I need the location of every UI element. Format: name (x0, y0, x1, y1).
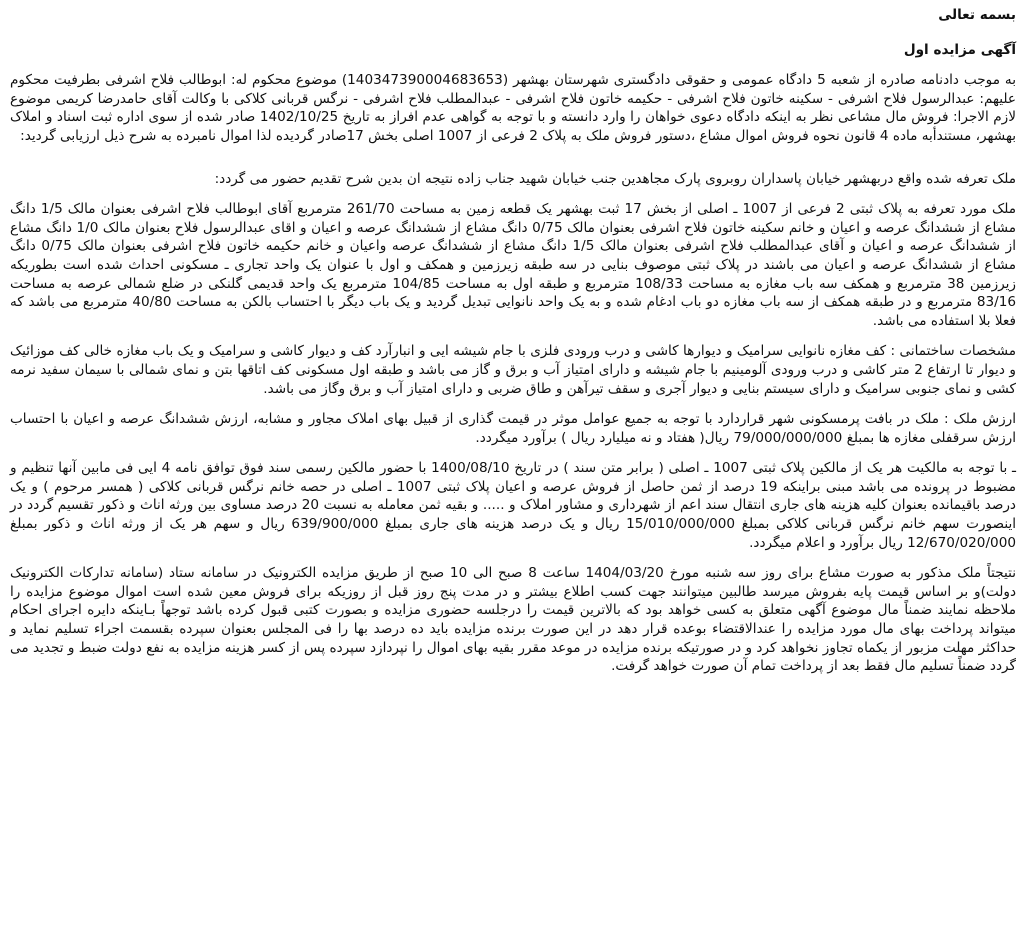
notice-title: آگهی مزایده اول (903, 41, 1016, 58)
building-specs-paragraph: مشخصات ساختمانی : کف مغازه نانوایی سرامیک و دیوارها کاشی و درب ورودی فلزی با جام شیشه ایی و انبارآرد کف و دیوار کاشی و سرامیک و یک باب مغازه خالی کف موزائیک و دیوار تا ارتفاع 2 متر کاشی و درب ورودی آلومینیم با جام شیشه و دارای امتیاز آب و برق و گاز می باشد و طبقه اول مسکونی کف اتاقها بتن و نمای شمالی با سیمان سفید نرمه کشی و نمای جنوبی سرامیک و دارای سیستم بنایی و دیوار آجری و سقف تیرآهن و طاق ضربی و دارای امتیاز آب و برق وگاز می باشد. (10, 343, 1016, 397)
property-valuation-paragraph: ارزش ملک : ملک در بافت پرمسکونی شهر قراردارد با توجه به جمیع عوامل موثر در قیمت گذاری از قبیل بهای املاک مجاور و مشابه، ارزش ششدانگ عرصه و اعیان با احتساب ارزش سرقفلی مغازه ها بمبلغ 79/000/000/000 ریال( هفتاد و نه میلیارد ریال ) برآورد میگردد. (10, 411, 1016, 446)
ownership-share-paragraph: ـ با توجه به مالکیت هر یک از مالکین پلاک ثبتی 1007 ـ اصلی ( برابر متن سند ) در تاریخ 1400/08/10 با حضور مالکین رسمی سند فوق توافق نامه 4 ایی فی مابین آنها تنظیم و مضبوط در پرونده می باشد مبنی براینکه 19 درصد از ثمن حاصل از فروش عرصه و اعیان پلاک ثبتی 1007 ـ اصلی در حصه خانم نرگس قربانی کلاکی ( همسر مرحوم ) و یک درصد باقیمانده بعنوان کلیه هزینه های جاری انتقال سند اعم از شهرداری و مشاور املاک و ..... و بقیه ثمن معامله به نسبت 20 درصد مساوی بین ورثه اناث و ذکور تقسیم گردد در اینصورت سهم خانم نرگس قربانی کلاکی بمبلغ 15/010/000/000 ریال و یک درصد هزینه های جاری بمبلغ 639/900/000 ریال و سهم هر یک از ورثه اناث و ذکور بمبلغ 12/670/020/000 ریال برآورد و اعلام میگردد. (10, 460, 1016, 551)
property-description-paragraph: ملک مورد تعرفه به پلاک ثبتی 2 فرعی از 1007 ـ اصلی از بخش 17 ثبت بهشهر یک قطعه زمین به مساحت 261/70 مترمربع آقای ابوطالب فلاح اشرفی بعنوان مالک 1/5 دانگ مشاع از ششدانگ عرصه و اعیان و خانم سکینه خاتون فلاح اشرفی بعنوان مالک 0/75 دانگ مشاع از ششدانگ عرصه و اعیان و اقای عبدالرسول فلاح بعنوان مالک 1/0 دانگ مشاع از ششدانگ عرصه و اعیان و آقای عبدالمطلب فلاح اشرفی بعنوان مالک 1/5 دانگ مشاع از ششدانگ عرصه واعیان و خانم حکیمه خاتون فلاح اشرفی بعنوان مالک 0/75 دانگ مشاع از ششدانگ عرصه و اعیان می باشند در پلاک ثبتی موصوف بنایی در سه طبقه زیرزمین و همکف و اول با عنوان یک واحد تجاری ـ مسکونی احداث شده است بطوریکه زیرزمین 38 مترمربع و همکف سه باب مغازه به مساحت 108/33 مترمربع و طبقه اول به مساحت 104/85 مترمربع یک واحد قدیمی گلنکی در ضلع شمالی عرصه به مساحت 83/16 مترمربع و در طبقه همکف از سه باب مغازه دو باب ادغام شده و به یک واحد نانوایی تبدیل گردید و یک باب دیگر با احتساب بالکن به مساحت 40/80 مترمربع می باشد که فعلا بلا استفاده می باشد. (10, 201, 1017, 329)
auction-conclusion-paragraph: نتیجتاً ملک مذکور به صورت مشاع برای روز سه شنبه مورخ 1404/03/20 ساعت 8 صبح الی 10 صبح از طریق مزایده الکترونیک در سامانه ستاد (سامانه تدارکات الکترونیک دولت)و بر اساس قیمت پایه بفروش میرسد طالبین میتوانند جهت کسب اطلاع بیشتر و در مدت پنج روز قبل از روزیکه برای فروش معین شده است اموال موضوع مزایده را ملاحظه نمایند ضمناً مال موضوع آگهی متعلق به کسی خواهد بود که بالاترین قیمت را درجلسه حضوری مزایده و بصورت کتبی قبول کرده باشد توجهاً بـاینکه دایره اجرای احکام میتواند پرداخت بهای مال مورد مزایده را عندالاقتضاء بوعده قرار دهد در این صورت برنده مزایده باید ده درصد بها را فی المجلس بعنوان سپرده بقسمت اجراء تسلیم نماید و حداکثر مهلت مزبور از یکماه تجاوز نخواهد کرد و در صورتیکه برنده مزایده در موعد مقرر بقیه بهای اموال را نپردازد سپرده پس از کسر هزینه مزایده به نفع دولت ضبط و تجدید می گردد ضمناً تسلیم مال فقط بعد از پرداخت تمام آن صورت خواهد گرفت. (10, 565, 1016, 675)
location-paragraph: ملک تعرفه شده واقع دربهشهر خیابان پاسداران روبروی پارک مجاهدین جنب خیابان شهید جناب زاده نتیجه ان بدین شرح تقدیم حضور می گردد: (214, 170, 1016, 187)
basmala-heading: بسمه تعالی (938, 7, 1016, 23)
intro-paragraph: به موجب دادنامه صادره از شعبه 5 دادگاه عمومی و حقوقی دادگستری شهرستان بهشهر (140347390004683653) موضوع محکوم له: ابوطالب فلاح اشرفی بطرفیت محکوم علیهم: عبدالرسول فلاح اشرفی - سکینه خاتون فلاح اشرفی - حکیمه خاتون فلاح اشرفی - عبدالمطلب فلاح اشرفی - نرگس قربانی کلاکی با وکالت آقای حامدرضا کریمی موضوع لازم الاجرا: فروش مال مشاعی نظر به اینکه دادگاه دعوی خواهان را وارد دانسته و با توجه به گواهی عدم افراز به تاریخ 1402/10/25 صادر شده از سوی اداره ثبت اسناد و املاک بهشهر، مستندأبه ماده 4 قانون نحوه فروش اموال مشاع ،دستور فروش ملک به پلاک 2 فرعی از 1007 اصلی بخش 17صادر گردیده لذا اموال نامبرده به شرح ذیل ارزیابی گردید: (10, 72, 1016, 144)
